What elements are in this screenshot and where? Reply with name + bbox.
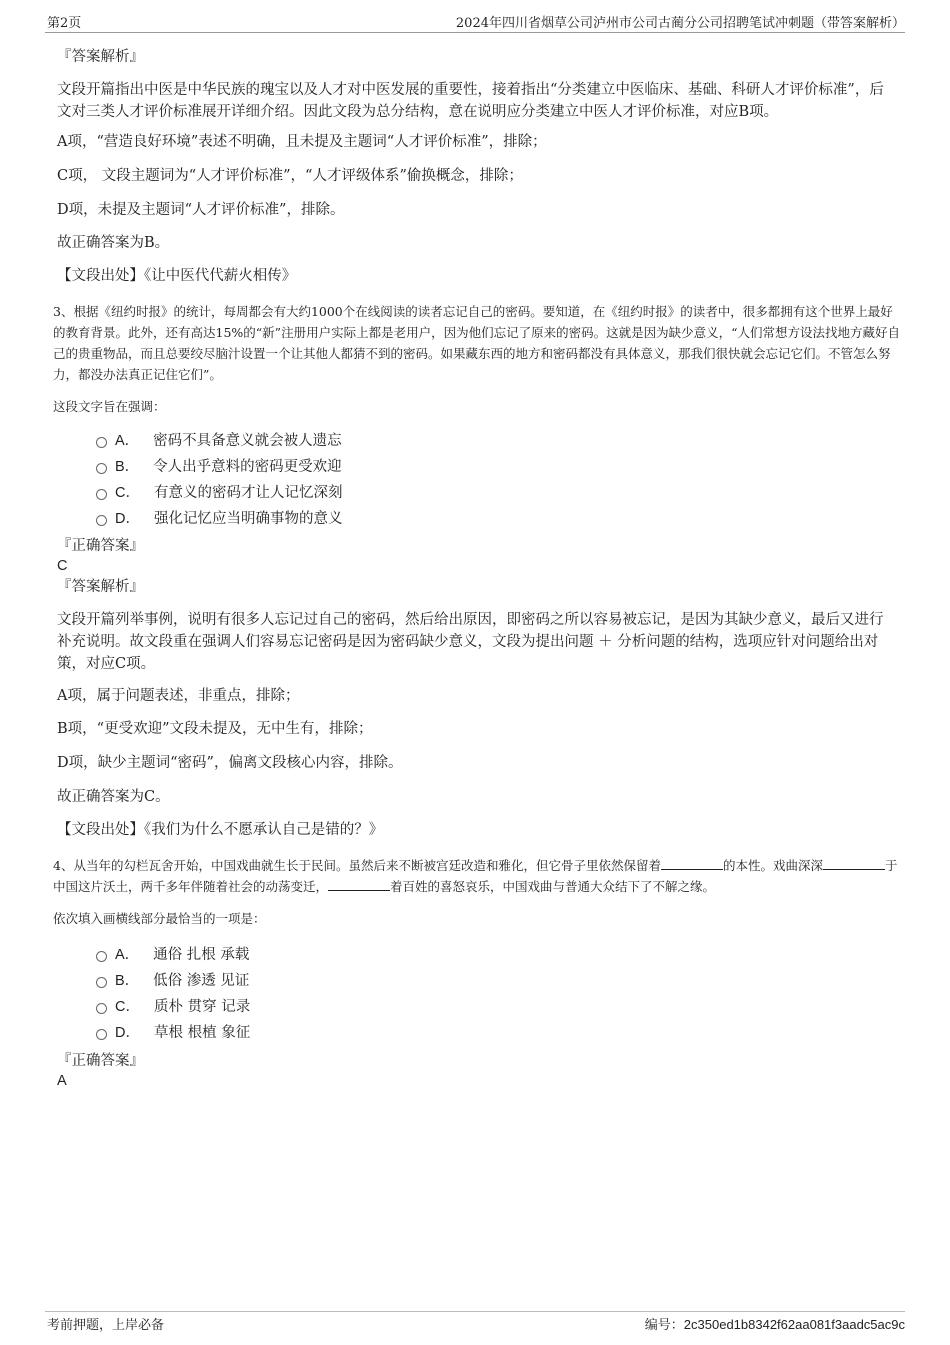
q2-note-d: D项，未提及主题词“人才评价标准”，排除。 bbox=[57, 202, 345, 218]
q2-conclusion: 故正确答案为B。 bbox=[57, 235, 170, 251]
code-value: 2c350ed1b8342f62aa081f3aadc5ac9c bbox=[683, 1317, 905, 1332]
q3-note-a: A项，属于问题表述，非重点，排除； bbox=[57, 688, 300, 704]
code-label: 编号： bbox=[644, 1318, 684, 1333]
q3-conclusion: 故正确答案为C。 bbox=[57, 789, 170, 805]
radio-icon[interactable] bbox=[96, 977, 107, 988]
q3-source: 【文段出处】《我们为什么不愿承认自己是错的？》 bbox=[57, 822, 384, 838]
q2-analysis-text: 文段开篇指出中医是中华民族的瑰宝以及人才对中医发展的重要性，接着指出“分类建立中医临床、基础、科研人才评价标准”，后文对三类人才评价标准展开详细介绍。因此文段为总分结构，意在说明应分类建立中医人才评价标准，对应B项。 bbox=[57, 82, 884, 120]
q3-option-c[interactable]: C． 有意义的密码才让人记忆深刻 bbox=[96, 482, 342, 504]
q4-answer: A bbox=[57, 1073, 67, 1089]
q4-option-c[interactable]: C． 质朴 贯穿 记录 bbox=[96, 996, 250, 1018]
q3-option-b[interactable]: B． 令人出乎意料的密码更受欢迎 bbox=[96, 456, 342, 478]
q4-stem: 4、从当年的勾栏瓦舍开始，中国戏曲就生长于民间。虽然后来不断被宫廷改造和雅化，但它骨子里依然保留着 的本性。戏曲深深 于中国这片沃土，两千多年伴随着社会的动荡变迁， 着百姓的喜怒哀乐，中国戏曲与普通大众结下了不解之缘。 bbox=[53, 858, 898, 894]
q2-note-a: A项，“营造良好环境”表述不明确，且未提及主题词“人才评价标准”，排除； bbox=[57, 134, 547, 150]
radio-icon[interactable] bbox=[96, 515, 107, 526]
q4-option-a[interactable]: A． 通俗 扎根 承载 bbox=[96, 944, 249, 966]
q4-option-d[interactable]: D． 草根 根植 象征 bbox=[96, 1022, 250, 1044]
q4-option-b[interactable]: B． 低俗 渗透 见证 bbox=[96, 970, 249, 992]
q2-note-c: C项， 文段主题词为“人才评价标准”，“人才评级体系”偷换概念，排除； bbox=[57, 168, 523, 184]
q3-note-b: B项，“更受欢迎”文段未提及，无中生有，排除； bbox=[57, 721, 373, 737]
footer-code bbox=[645, 1314, 905, 1333]
fill-blank-3 bbox=[328, 878, 390, 891]
q2-source: 【文段出处】《让中医代代薪火相传》 bbox=[57, 268, 297, 284]
radio-icon[interactable] bbox=[96, 463, 107, 474]
q3-analysis-label: 『答案解析』 bbox=[57, 579, 144, 595]
document-title: 2024年四川省烟草公司泸州市公司古蔺分公司招聘笔试冲刺题（带答案解析） bbox=[455, 16, 905, 31]
q3-stem: 3、根据《纽约时报》的统计，每周都会有大约1000个在线阅读的读者忘记自己的密码。要知道，在《纽约时报》的读者中，很多都拥有这个世界上最好的教育背景。此外，还有高达15%的“新”注册用户实际上都是老用户，因为他们忘记了原来的密码。这就是因为缺少意义，“人们常想方设法找地方藏好自己的贵重物品，而且总要绞尽脑汁设置一个让其他人都猜不到的密码。如果藏东西的地方和密码都没有具体意义，那我们很快就会忘记它们。不管怎么努力，都没办法真正记住它们”。 bbox=[53, 304, 900, 382]
q3-analysis-text: 文段开篇列举事例，说明有很多人忘记过自己的密码，然后给出原因，即密码之所以容易被忘记，是因为其缺少意义，最后又进行补充说明。故文段重在强调人们容易忘记密码是因为密码缺少意义，文段为提出问题 ＋ 分析问题的结构，选项应针对问题给出对策，对应C项。 bbox=[57, 612, 884, 672]
radio-icon[interactable] bbox=[96, 489, 107, 500]
radio-icon[interactable] bbox=[96, 1003, 107, 1014]
footer-slogan: 考前押题，上岸必备 bbox=[47, 1318, 165, 1333]
q3-option-d[interactable]: D． 强化记忆应当明确事物的意义 bbox=[96, 508, 342, 530]
q3-prompt: 这段文字旨在强调： bbox=[53, 399, 166, 414]
header-divider bbox=[45, 32, 905, 33]
q3-note-d: D项，缺少主题词“密码”，偏离文段核心内容，排除。 bbox=[57, 755, 403, 771]
q2-analysis-label: 『答案解析』 bbox=[57, 49, 144, 65]
radio-icon[interactable] bbox=[96, 437, 107, 448]
radio-icon[interactable] bbox=[96, 951, 107, 962]
q4-prompt: 依次填入画横线部分最恰当的一项是： bbox=[53, 911, 266, 926]
q3-option-a[interactable]: A． 密码不具备意义就会被人遗忘 bbox=[96, 430, 342, 452]
q4-answer-label: 『正确答案』 bbox=[57, 1053, 144, 1069]
q3-answer-label: 『正确答案』 bbox=[57, 538, 144, 554]
q3-answer: C bbox=[57, 558, 68, 574]
page-number: 第2页 bbox=[47, 16, 82, 31]
fill-blank-1 bbox=[661, 857, 723, 870]
footer-divider bbox=[45, 1311, 905, 1312]
radio-icon[interactable] bbox=[96, 1029, 107, 1040]
fill-blank-2 bbox=[823, 857, 885, 870]
